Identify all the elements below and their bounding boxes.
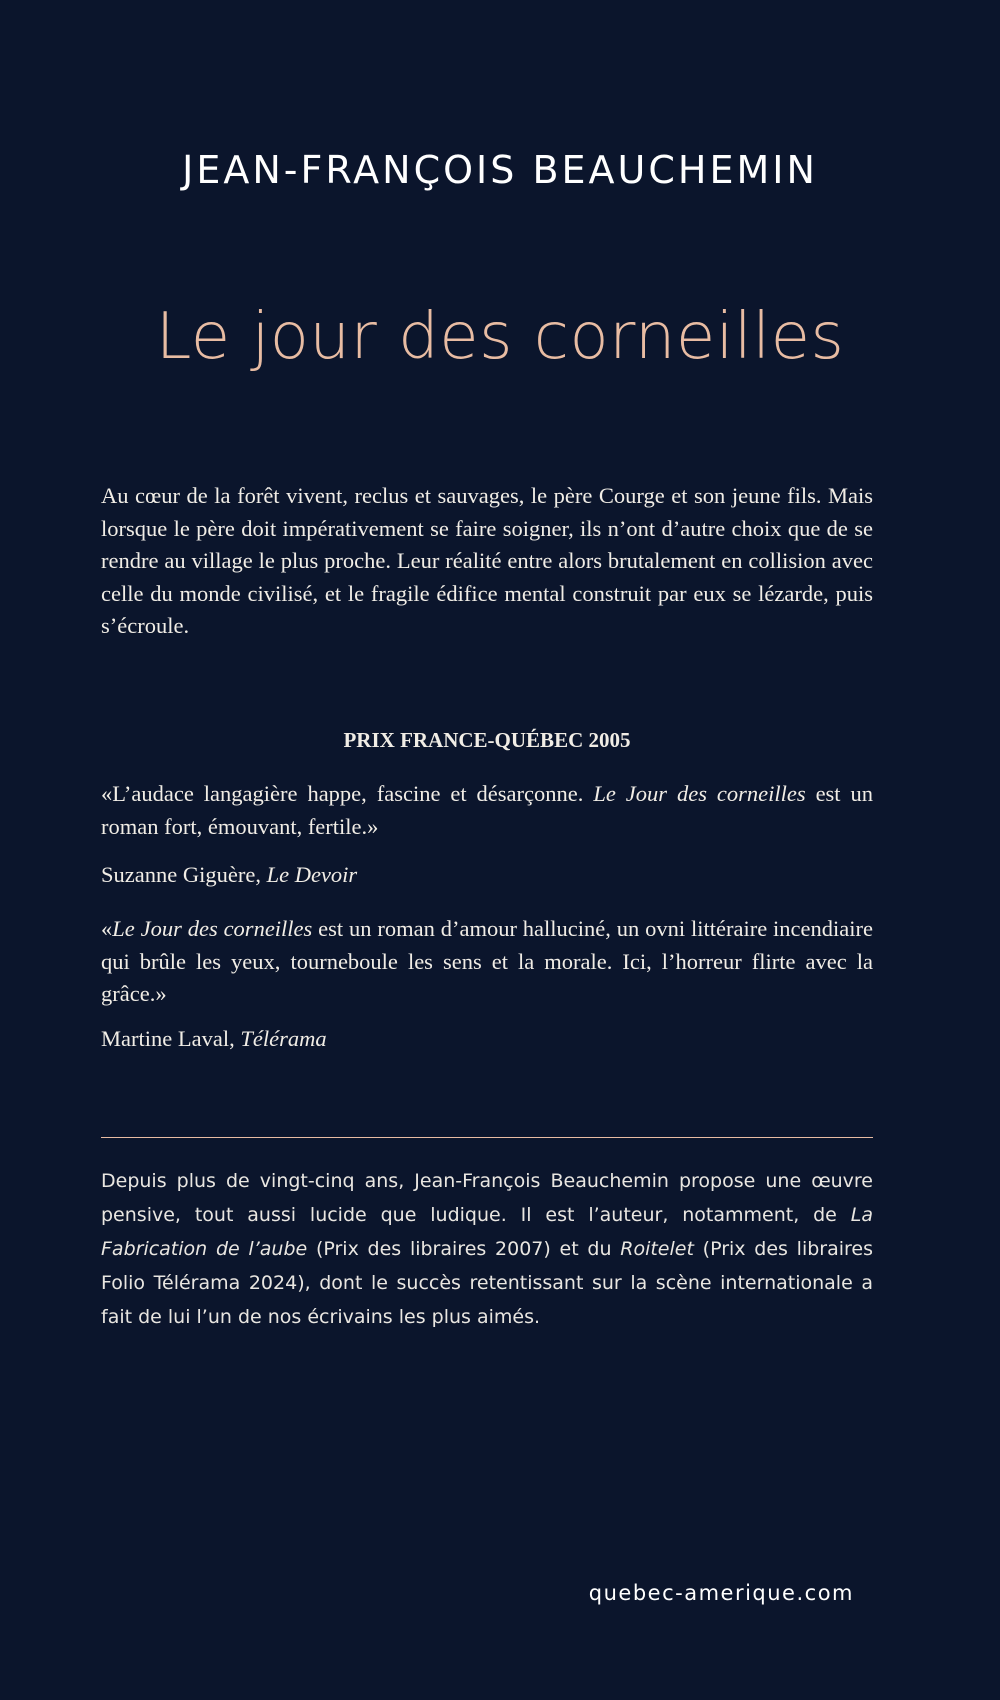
reviewer-name: Martine Laval, [101, 1026, 241, 1051]
review-source: Le Devoir [266, 862, 358, 887]
review-quote-1 [101, 778, 873, 843]
author-name: JEAN-FRANÇOIS BEAUCHEMIN [182, 148, 818, 192]
quote-text: est un roman d’amour halluciné, un ovni littéraire incendiaire qui brûle les yeux, tourneboule les sens et la morale. Ici, l’horreur flirte avec la grâce.» [101, 916, 873, 1006]
bio-text: (Prix des libraires 2007) et du [307, 1238, 621, 1260]
section-divider [101, 1137, 873, 1138]
prize-heading: PRIX FRANCE-QUÉBEC 2005 [343, 728, 631, 752]
review-source: Télérama [240, 1026, 327, 1051]
publisher-website: quebec-amerique.com [588, 1581, 854, 1605]
quote-text: « [101, 916, 113, 941]
quote-book-title: Le Jour des corneilles [112, 916, 313, 941]
bio-text: (Prix des libraires Folio Télérama 2024), dont le succès retentissant sur la scène internationale a fait de lui l’un de nos écrivains les plus aimés. [101, 1238, 873, 1328]
synopsis: Au cœur de la forêt vivent, reclus et sauvages, le père Courge et son jeune fils. Mais lorsque le père doit impérativement se faire soigner, ils n’ont d’autre choix que de se rendre au village le plus proche. Leur réalité entre alors brutalement en collision avec celle du monde civilisé, et le fragile édifice mental construit par eux se lézarde, puis s’écroule. [101, 483, 873, 638]
review-attribution-2 [101, 1023, 873, 1055]
bio-book-title: La Fabrication de l’aube [101, 1204, 873, 1260]
quote-text: «L’audace langagière happe, fascine et désarçonne. [101, 781, 594, 806]
book-title: Le jour des corneilles [155, 300, 845, 374]
bio-text: Depuis plus de vingt-cinq ans, Jean-François Beauchemin propose une œuvre pensive, tout aussi lucide que ludique. Il est l’auteur, notamment, de [101, 1170, 873, 1226]
quote-text: est un roman fort, émouvant, fertile.» [101, 781, 873, 839]
bio-book-title: Roitelet [620, 1238, 694, 1260]
author-bio [101, 1164, 873, 1334]
review-quote-2 [101, 913, 873, 1011]
reviewer-name: Suzanne Giguère, [101, 862, 267, 887]
quote-book-title: Le Jour des corneilles [593, 781, 806, 806]
review-attribution-1 [101, 859, 873, 891]
